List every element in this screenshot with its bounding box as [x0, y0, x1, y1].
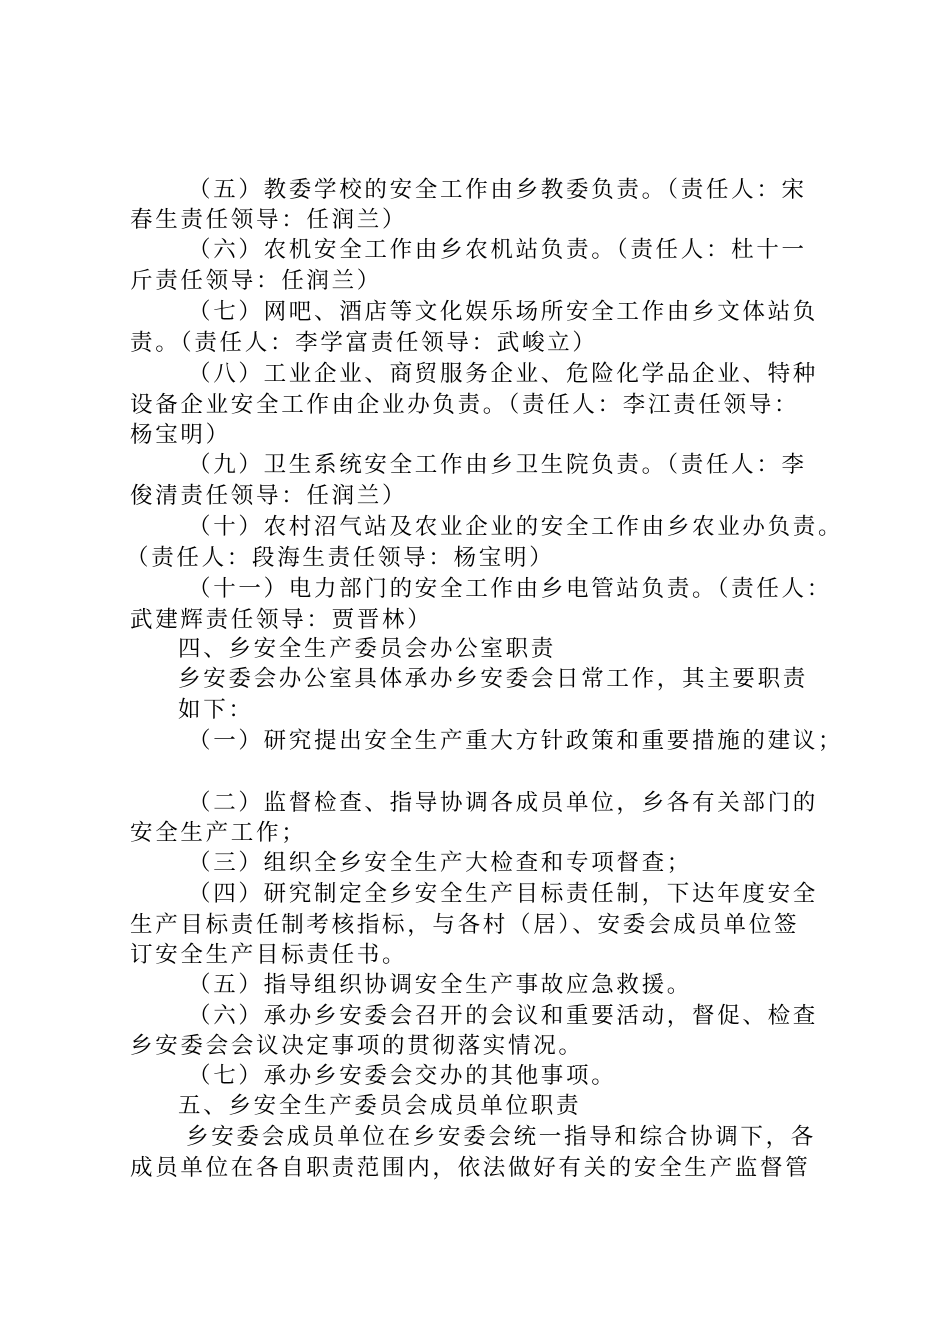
text-line: 杨宝明） — [130, 422, 231, 448]
text-line: 武建辉责任领导：贾晋林） — [130, 607, 433, 633]
text-line: （六）农机安全工作由乡农机站负责。（责任人：杜十一 — [188, 237, 807, 263]
text-line: （十）农村沼气站及农业企业的安全工作由乡农业办负责。 — [188, 514, 844, 540]
text-line: （五）教委学校的安全工作由乡教委负责。（责任人：宋 — [188, 177, 807, 203]
text-line: 安全生产工作； — [130, 820, 307, 846]
text-line: （十一）电力部门的安全工作由乡电管站负责。（责任人： — [188, 576, 832, 602]
text-line: （三）组织全乡安全生产大检查和专项督查； — [188, 850, 693, 876]
text-line: （七）承办乡安委会交办的其他事项。 — [188, 1063, 617, 1089]
section-heading: 五、乡安全生产委员会成员单位职责 — [178, 1093, 582, 1119]
text-line: 订安全生产目标责任书。 — [130, 942, 408, 968]
text-line: （八）工业企业、商贸服务企业、危险化学品企业、特种 — [188, 361, 819, 387]
text-line: 斤责任领导：任润兰） — [130, 268, 383, 294]
text-line: （四）研究制定全乡安全生产目标责任制，下达年度安全 — [188, 881, 819, 907]
text-line: （五）指导组织协调安全生产事故应急救援。 — [188, 972, 693, 998]
text-line: 乡安委会办公室具体承办乡安委会日常工作，其主要职责 — [178, 666, 809, 692]
text-line: 成员单位在各自职责范围内，依法做好有关的安全生产监督管 — [130, 1155, 811, 1181]
text-line: 责。（责任人：李学富责任领导：武峻立） — [130, 330, 598, 356]
text-line: （六）承办乡安委会召开的会议和重要活动，督促、检查 — [188, 1003, 819, 1029]
text-line: （七）网吧、酒店等文化娱乐场所安全工作由乡文体站负 — [188, 299, 819, 325]
text-line: （二）监督检查、指导协调各成员单位，乡各有关部门的 — [188, 790, 819, 816]
text-line: （一）研究提出安全生产重大方针政策和重要措施的建议； — [188, 728, 844, 754]
text-line: 春生责任领导：任润兰） — [130, 207, 408, 233]
text-line: 乡安委会会议决定事项的贯彻落实情况。 — [130, 1033, 584, 1059]
text-line: 乡安委会成员单位在乡安委会统一指导和综合协调下，各 — [186, 1124, 817, 1150]
section-heading: 四、乡安全生产委员会办公室职责 — [178, 636, 557, 662]
text-line: （责任人：段海生责任领导：杨宝明） — [126, 545, 555, 571]
text-line: （九）卫生系统安全工作由乡卫生院负责。（责任人：李 — [188, 452, 807, 478]
text-line: 生产目标责任制考核指标，与各村（居）、安委会成员单位签 — [130, 912, 800, 938]
text-line: 如下： — [178, 697, 254, 723]
text-line: 设备企业安全工作由企业办负责。（责任人：李江责任领导： — [130, 392, 800, 418]
text-line: 俊清责任领导：任润兰） — [130, 483, 408, 509]
